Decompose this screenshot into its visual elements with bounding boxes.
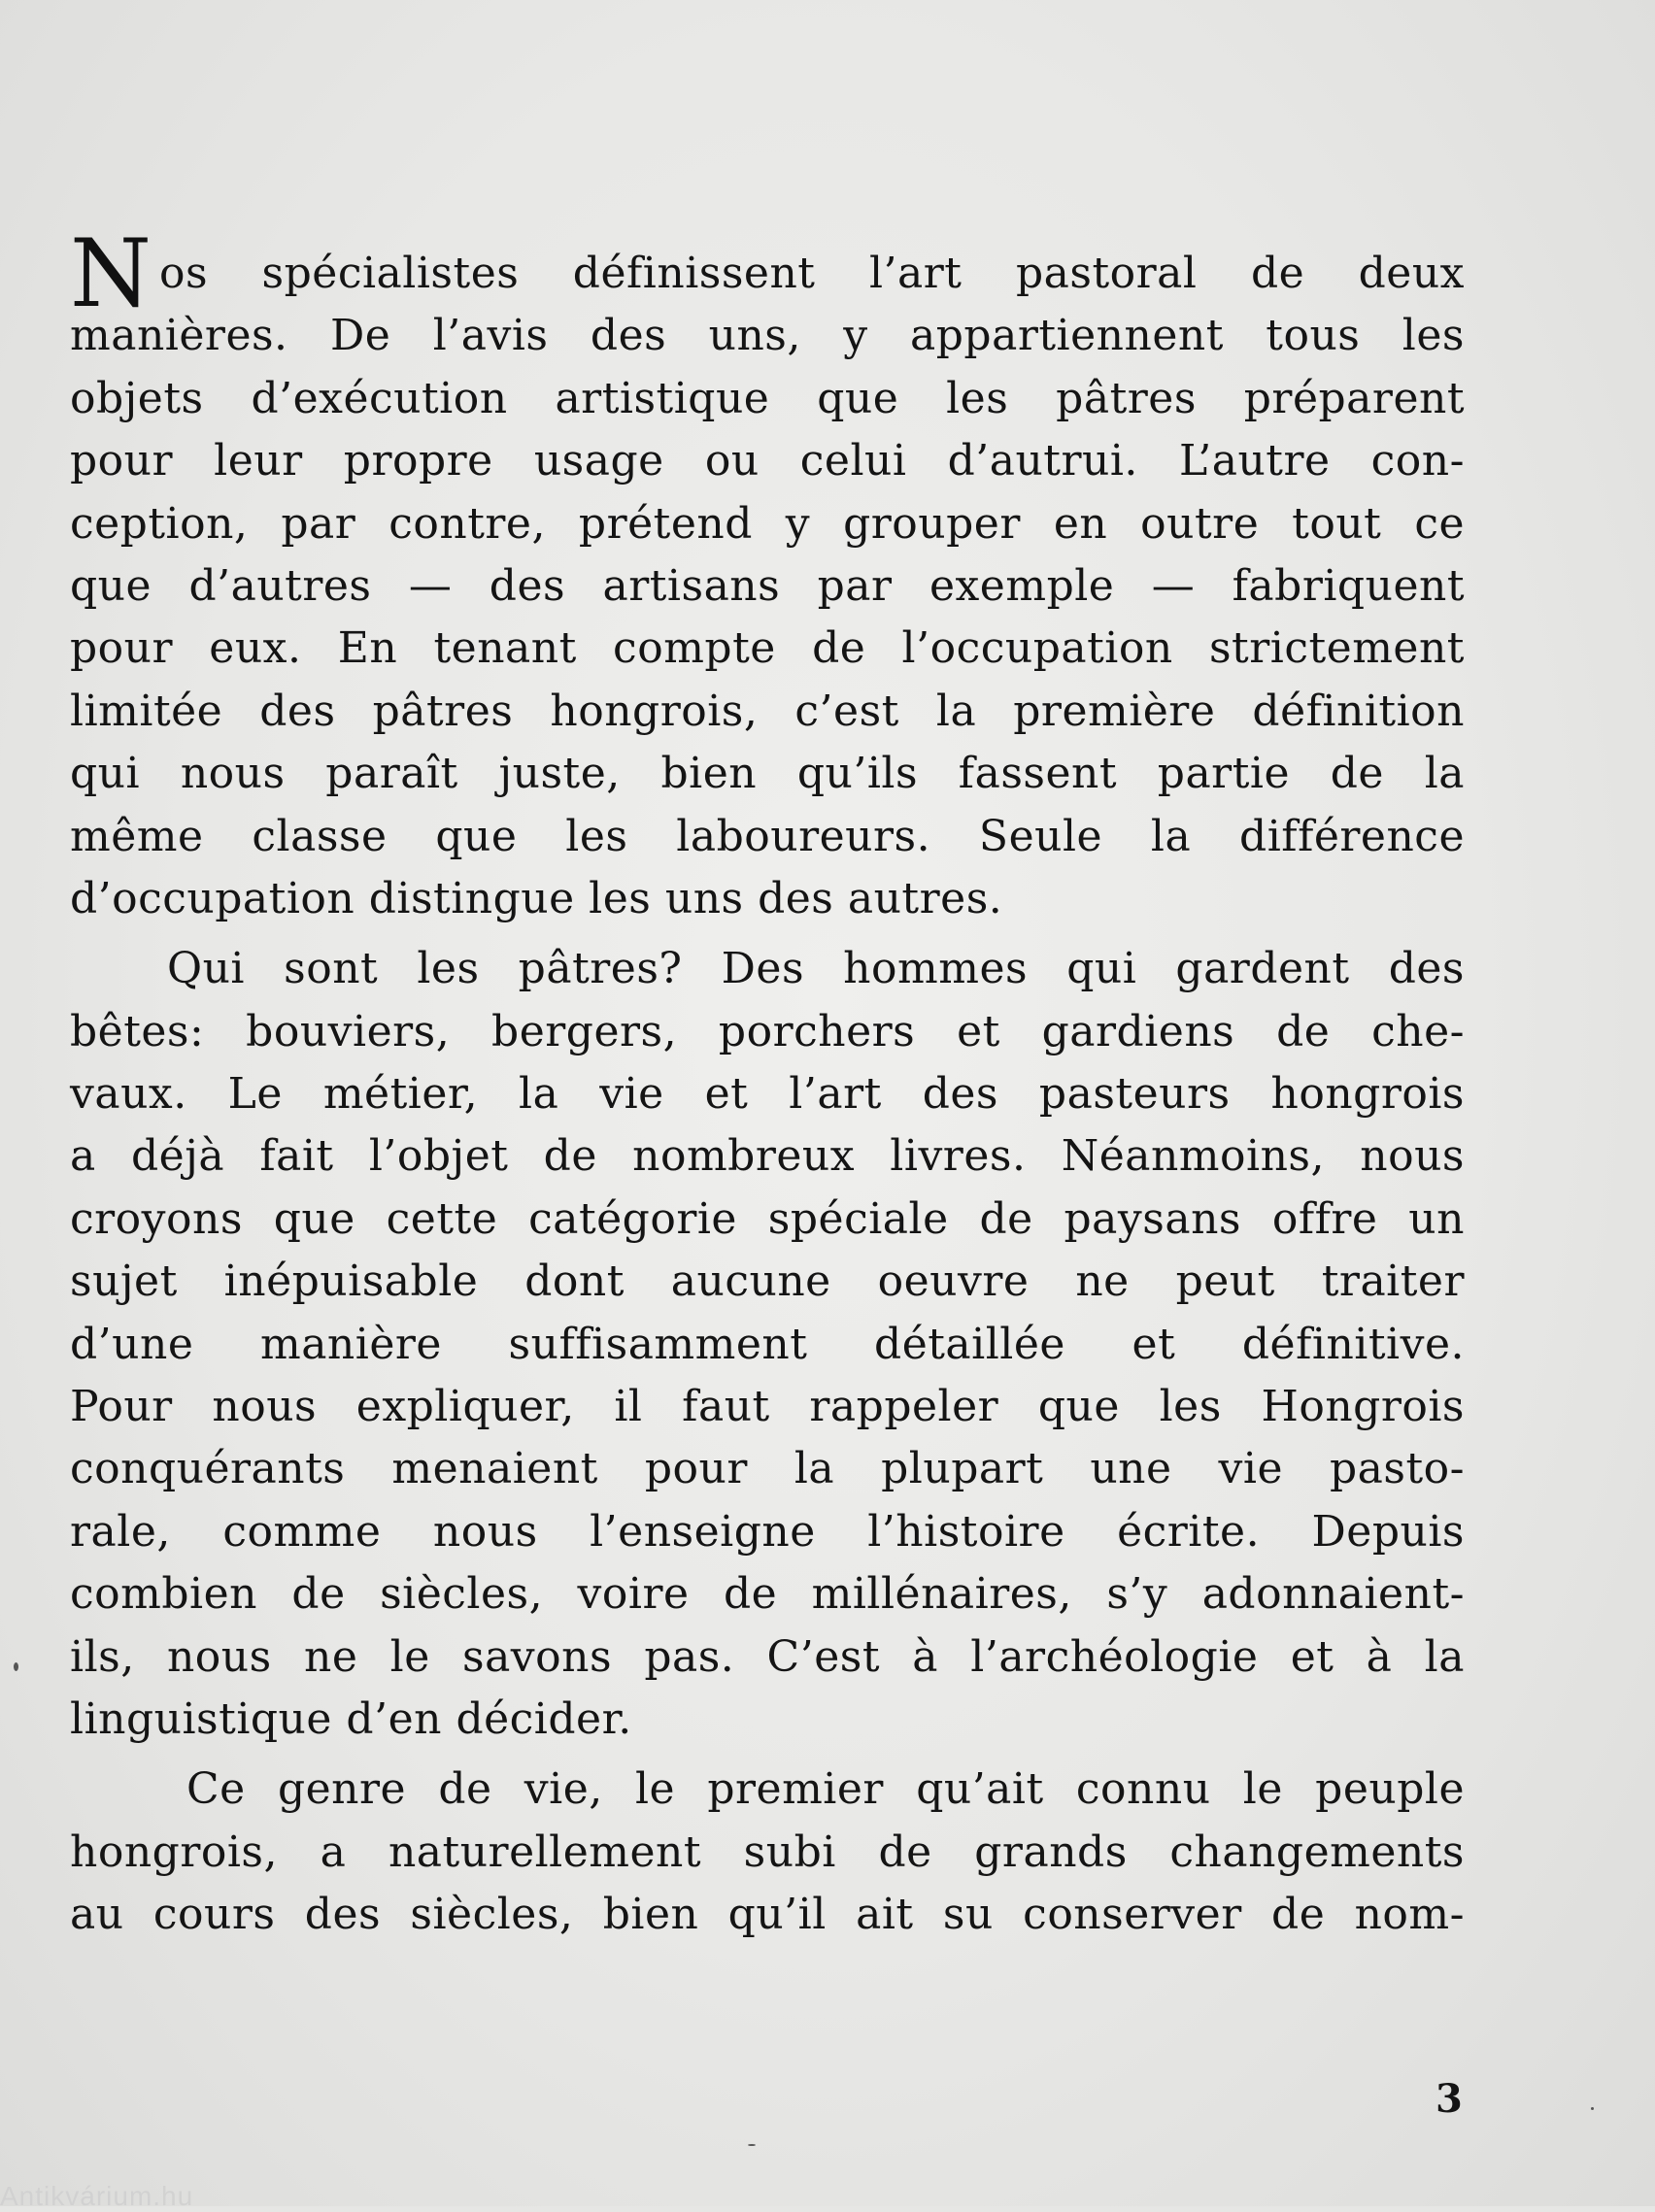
paragraph-1 <box>70 219 1465 930</box>
paragraph-line: au cours des siècles, bien qu’il ait su conserver de nom- <box>70 1890 1465 1940</box>
paragraph-line: limitée des pâtres hongrois, c’est la première définition <box>70 686 1465 736</box>
paragraph-line: qui nous paraît juste, bien qu’ils fassent partie de la <box>70 749 1465 799</box>
paragraph-line <box>70 219 1465 328</box>
paragraph-line: croyons que cette catégorie spéciale de paysans offre un <box>70 1193 1465 1244</box>
paragraph-line: pour eux. En tenant compte de l’occupation strictement <box>70 623 1465 674</box>
paragraph-line: rale, comme nous l’enseigne l’histoire écrite. Depuis <box>70 1506 1465 1557</box>
paragraph-line: d’une manière suffisamment détaillée et définitive. <box>70 1319 1465 1369</box>
paragraph-line: manières. De l’avis des uns, y appartiennent tous les <box>70 311 1465 361</box>
paragraph-line: sujet inépuisable dont aucune oeuvre ne peut traiter <box>70 1257 1465 1307</box>
page-number: 3 <box>1435 2076 1463 2122</box>
paragraph-line: a déjà fait l’objet de nombreux livres. Néanmoins, nous <box>70 1131 1465 1182</box>
paragraph-line: d’occupation distingue les uns des autres. <box>70 873 1003 923</box>
paragraph-line: Pour nous expliquer, il faut rappeler que les Hongrois <box>70 1382 1465 1432</box>
paper-speck <box>748 2144 756 2146</box>
paragraph-line: ils, nous ne le savons pas. C’est à l’archéologie et à la <box>70 1631 1465 1682</box>
paragraph-3 <box>70 1759 1465 1946</box>
paragraph-line: combien de siècles, voire de millénaires, s’y adonnaient- <box>70 1569 1465 1620</box>
paragraph-line: que d’autres — des artisans par exemple — fabriquent <box>70 560 1465 611</box>
paper-speck <box>1591 2107 1594 2110</box>
paper-speck <box>14 1662 18 1671</box>
paragraph-line: hongrois, a naturellement subi de grands changements <box>70 1827 1465 1877</box>
paragraph-line: pour leur propre usage ou celui d’autrui. L’autre con- <box>70 436 1465 486</box>
paragraph-line: conquérants menaient pour la plupart une vie pasto- <box>70 1444 1465 1494</box>
paragraph-line: Ce genre de vie, le premier qu’ait connu le peuple <box>186 1764 1465 1815</box>
paragraph-line: Qui sont les pâtres? Des hommes qui gardent des <box>167 944 1465 994</box>
drop-cap: N <box>70 219 152 328</box>
paragraph-line: objets d’exécution artistique que les pâtres préparent <box>70 373 1465 423</box>
watermark: Antikvárium.hu <box>0 2181 194 2211</box>
paragraph-line: vaux. Le métier, la vie et l’art des pasteurs hongrois <box>70 1069 1465 1120</box>
paragraph-line: même classe que les laboureurs. Seule la différence <box>70 811 1465 861</box>
paragraph-line: bêtes: bouviers, bergers, porchers et gardiens de che- <box>70 1006 1465 1056</box>
paragraph-line: linguistique d’en décider. <box>70 1693 632 1744</box>
line-text: os spécialistes définissent l’art pastoral de deux <box>159 249 1465 298</box>
paragraph-line: ception, par contre, prétend y grouper en outre tout ce <box>70 498 1465 549</box>
body-text <box>70 219 1465 1947</box>
paragraph-2 <box>70 938 1465 1751</box>
